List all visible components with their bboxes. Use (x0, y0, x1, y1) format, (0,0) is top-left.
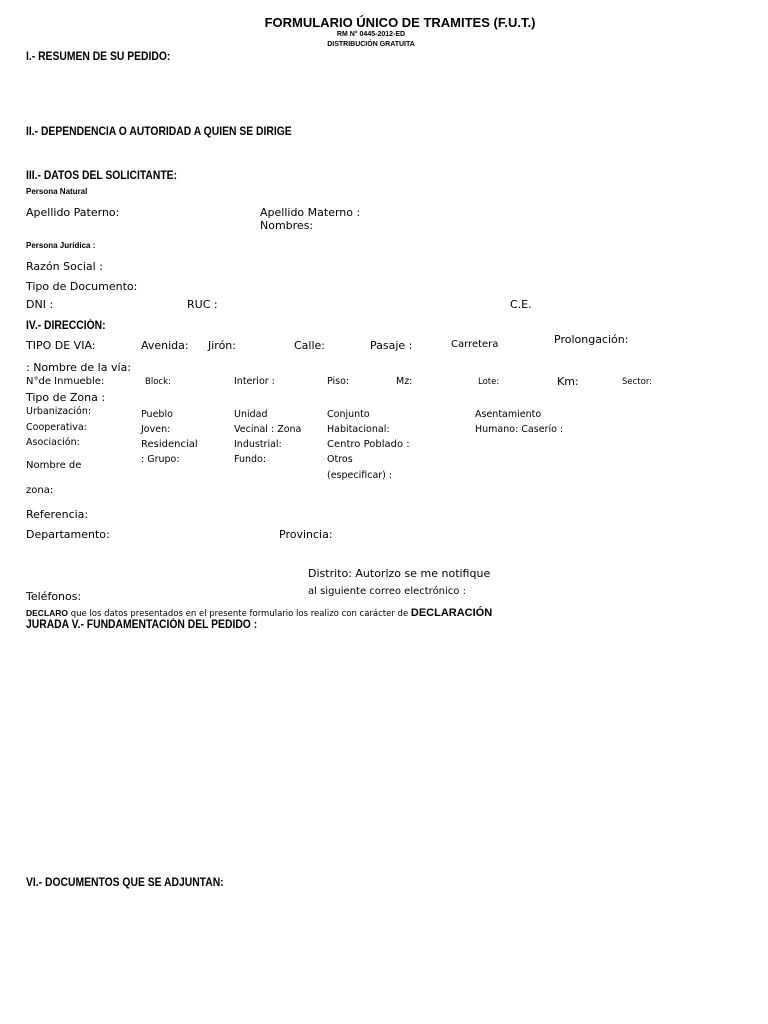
prolongacion-label: Prolongación: (554, 333, 629, 346)
especificar-label: (especificar) : (327, 470, 393, 481)
declaracion-word: DECLARACIÓN (410, 607, 493, 619)
pasaje-label: Pasaje : (370, 339, 413, 352)
declaration-line-2: JURADA V.- FUNDAMENTACIÓN DEL PEDIDO : (26, 619, 258, 631)
cooperativa-label: Cooperativa: (26, 422, 87, 433)
zone-name-label-1: Nombre de (26, 460, 82, 471)
vecinal-label: Vecinal : Zona (234, 424, 302, 435)
humano-label: Humano: Caserío : (475, 424, 564, 435)
maternal-surname-label: Apellido Materno : (260, 206, 361, 219)
section-1-heading: I.- RESUMEN DE SU PEDIDO: (26, 51, 171, 63)
calle-label: Calle: (294, 339, 326, 352)
ruc-label: RUC : (187, 298, 218, 311)
asentamiento-label: Asentamiento (475, 409, 542, 420)
conjunto-label: Conjunto (327, 409, 370, 420)
email-label: al siguiente correo electrónico : (308, 586, 466, 597)
grupo-label: : Grupo: (141, 454, 180, 465)
rm-number: RM N° 0445-2012-ED (336, 31, 406, 38)
legal-person-label: Persona Jurídica : (26, 241, 96, 250)
company-name-label: Razón Social : (26, 260, 103, 273)
fundo-label: Fundo: (234, 454, 267, 465)
via-type-label: TIPO DE VIA: (26, 339, 96, 352)
departamento-label: Departamento: (26, 528, 110, 541)
section-6-heading: VI.- DOCUMENTOS QUE SE ADJUNTAN: (26, 877, 224, 889)
provincia-label: Provincia: (279, 528, 333, 541)
block-label: Block: (145, 377, 171, 387)
jiron-label: Jirón: (208, 339, 236, 352)
lote-label: Lote: (478, 377, 500, 387)
natural-person-label: Persona Natural (26, 187, 88, 196)
asociacion-label: Asociación: (26, 437, 80, 448)
dni-label: DNI : (26, 298, 54, 311)
distrito-label: Distrito: Autorizo se me notifique (308, 567, 491, 580)
zone-type-label: Tipo de Zona : (26, 391, 106, 404)
pueblo-label: Pueblo (141, 409, 173, 420)
zone-name-label-2: zona: (26, 485, 54, 496)
joven-label: Joven: (141, 424, 171, 435)
telefonos-label: Teléfonos: (26, 590, 82, 603)
document-type-label: Tipo de Documento: (26, 280, 138, 293)
via-name-label: : Nombre de la vía: (26, 361, 131, 374)
piso-label: Piso: (327, 376, 350, 387)
declaration-text: que los datos presentados en el presente formulario los realizo con carácter de (68, 609, 411, 619)
avenida-label: Avenida: (141, 339, 189, 352)
habitacional-label: Habitacional: (327, 424, 390, 435)
inmueble-label: N°de Inmueble: (26, 376, 105, 387)
section-2-heading: II.- DEPENDENCIA O AUTORIDAD A QUIEN SE DIRIGE (26, 126, 292, 138)
carretera-label: Carretera (451, 339, 499, 350)
interior-label: Interior : (234, 376, 275, 387)
declaration-line (26, 604, 492, 620)
declaro-word: DECLARO (26, 608, 69, 618)
urbanizacion-label: Urbanización: (26, 406, 92, 417)
section-4-heading: IV.- DIRECCIÓN: (26, 320, 106, 332)
ce-label: C.E. (510, 298, 532, 311)
industrial-label: Industrial: (234, 439, 282, 450)
paternal-surname-label: Apellido Paterno: (26, 206, 120, 219)
residencial-label: Residencial (141, 439, 198, 450)
mz-label: Mz: (396, 376, 413, 387)
referencia-label: Referencia: (26, 508, 89, 521)
sector-label: Sector: (622, 377, 653, 387)
section-3-heading: III.- DATOS DEL SOLICITANTE: (26, 170, 178, 182)
form-title: FORMULARIO ÚNICO DE TRAMITES (F.U.T.) (264, 15, 536, 30)
distribution-note: DISTRIBUCIÓN GRATUITA (327, 41, 415, 48)
centro-poblado-label: Centro Poblado : (327, 439, 410, 450)
unidad-label: Unidad (234, 409, 268, 420)
names-label: Nombres: (260, 219, 314, 232)
km-label: Km: (557, 375, 579, 388)
otros-label: Otros (327, 454, 353, 465)
